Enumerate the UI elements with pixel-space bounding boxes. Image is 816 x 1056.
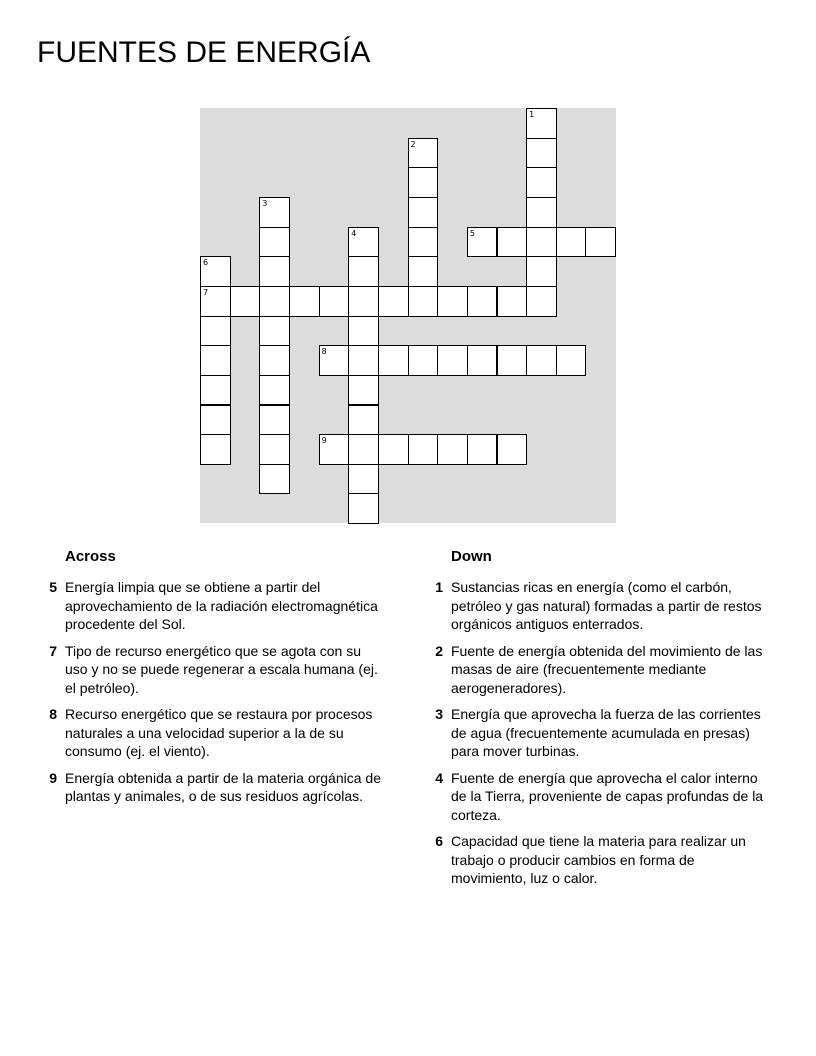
clue-text: Energía obtenida a partir de la materia orgánica de plantas y animales, o de sus residuos agrícolas. [65,769,381,804]
clue-number: 1 [435,579,443,595]
grid-cell[interactable] [348,434,379,465]
grid-cell[interactable] [526,197,557,228]
grid-cell[interactable] [437,286,468,317]
cell-number: 5 [469,228,475,238]
clue-number: 6 [435,833,443,849]
down-clue [427,578,772,634]
grid-cell[interactable] [200,405,231,436]
across-clues [41,546,386,814]
grid-cell[interactable] [259,227,290,258]
cell-number: 9 [321,436,327,446]
grid-cell[interactable] [200,316,231,347]
grid-cell[interactable] [378,286,409,317]
grid-cell[interactable] [259,286,290,317]
grid-cell[interactable] [259,464,290,495]
grid-cell[interactable] [556,227,587,258]
grid-cell[interactable] [437,345,468,376]
down-clue [427,769,772,825]
down-clue [427,832,772,888]
grid-cell[interactable] [408,197,439,228]
grid-cell[interactable] [408,286,439,317]
grid-cell[interactable] [259,345,290,376]
across-clue [41,642,386,698]
clue-number: 5 [49,579,57,595]
grid-cell[interactable] [467,286,498,317]
clue-number: 4 [435,769,443,786]
grid-cell[interactable] [408,256,439,287]
grid-cell[interactable] [497,286,528,317]
clue-number: 2 [435,642,443,659]
grid-cell[interactable] [259,405,290,436]
across-heading: Across [65,548,116,565]
grid-cell[interactable] [319,345,350,376]
grid-cell[interactable] [467,345,498,376]
grid-cell[interactable] [526,256,557,287]
grid-cell[interactable] [467,227,498,258]
grid-cell[interactable] [259,434,290,465]
grid-cell[interactable] [348,375,379,406]
grid-cell[interactable] [348,256,379,287]
grid-cell[interactable] [497,434,528,465]
grid-cell[interactable] [259,256,290,287]
grid-cell[interactable] [200,345,231,376]
cell-number: 8 [321,347,327,357]
grid-cell[interactable] [348,464,379,495]
grid-cell[interactable] [200,375,231,406]
grid-cell[interactable] [200,256,231,287]
grid-cell[interactable] [348,405,379,436]
grid-cell[interactable] [408,345,439,376]
grid-cell[interactable] [526,138,557,169]
clue-text: Tipo de recurso energético que se agota con su uso y no se puede regenerar a escala humana (ej. el petróleo). [65,642,378,696]
grid-cell[interactable] [408,434,439,465]
grid-cell[interactable] [348,316,379,347]
clue-text: Sustancias ricas en energía (como el carbón, petróleo y gas natural) formadas a partir de restos orgánicos antiguos enterrados. [451,579,762,632]
cell-number: 3 [262,198,268,208]
grid-cell[interactable] [200,286,231,317]
down-clue [427,705,772,761]
clue-number: 8 [49,706,57,722]
across-clue [41,769,386,806]
cell-number: 2 [410,139,416,149]
grid-cell[interactable] [319,434,350,465]
page-title: FUENTES DE ENERGÍA [37,36,371,69]
clue-text: Energía que aprovecha la fuerza de las corrientes de agua (frecuentemente acumulada en presas) para mover turbinas. [451,706,761,759]
grid-cell[interactable] [348,493,379,524]
clue-text: Recurso energético que se restaura por procesos naturales a una velocidad superior a la de su consumo (ej. el viento). [65,706,373,759]
grid-cell[interactable] [259,197,290,228]
grid-cell[interactable] [526,167,557,198]
grid-cell[interactable] [497,227,528,258]
clue-text: Capacidad que tiene la materia para realizar un trabajo o producir cambios en forma de movimiento, luz o calor. [451,833,746,886]
clue-text: Fuente de energía obtenida del movimiento de las masas de aire (frecuentemente mediante aerogeneradores). [451,642,763,696]
grid-cell[interactable] [200,434,231,465]
grid-cell[interactable] [289,286,320,317]
clue-number: 9 [49,769,57,786]
grid-cell[interactable] [378,345,409,376]
clue-text: Fuente de energía que aprovecha el calor interno de la Tierra, proveniente de capas profundas de la corteza. [451,769,764,823]
grid-cell[interactable] [526,345,557,376]
grid-cell[interactable] [259,375,290,406]
cell-number: 7 [203,287,209,297]
cell-number: 1 [529,110,535,119]
grid-cell[interactable] [437,434,468,465]
cell-number: 4 [351,228,357,238]
grid-cell[interactable] [348,227,379,258]
grid-cell[interactable] [526,108,557,139]
grid-cell[interactable] [526,227,557,258]
grid-cell[interactable] [408,167,439,198]
grid-cell[interactable] [348,286,379,317]
crossword-grid [200,108,616,523]
grid-cell[interactable] [348,345,379,376]
grid-cell[interactable] [230,286,261,317]
grid-cell[interactable] [526,286,557,317]
grid-cell[interactable] [497,345,528,376]
grid-cell[interactable] [319,286,350,317]
grid-cell[interactable] [556,345,587,376]
down-clue [427,642,772,698]
clue-number: 3 [435,706,443,722]
grid-cell[interactable] [408,138,439,169]
down-heading: Down [451,548,492,565]
cell-number: 6 [203,258,209,268]
grid-cell[interactable] [378,434,409,465]
grid-cell[interactable] [467,434,498,465]
down-clues [427,546,772,896]
clue-number: 7 [49,642,57,659]
clue-text: Energía limpia que se obtiene a partir del aprovechamiento de la radiación electromagnética procedente del Sol. [65,579,378,632]
grid-cell[interactable] [408,227,439,258]
grid-cell[interactable] [259,316,290,347]
across-clue [41,578,386,634]
grid-cell[interactable] [585,227,616,258]
across-clue [41,705,386,761]
